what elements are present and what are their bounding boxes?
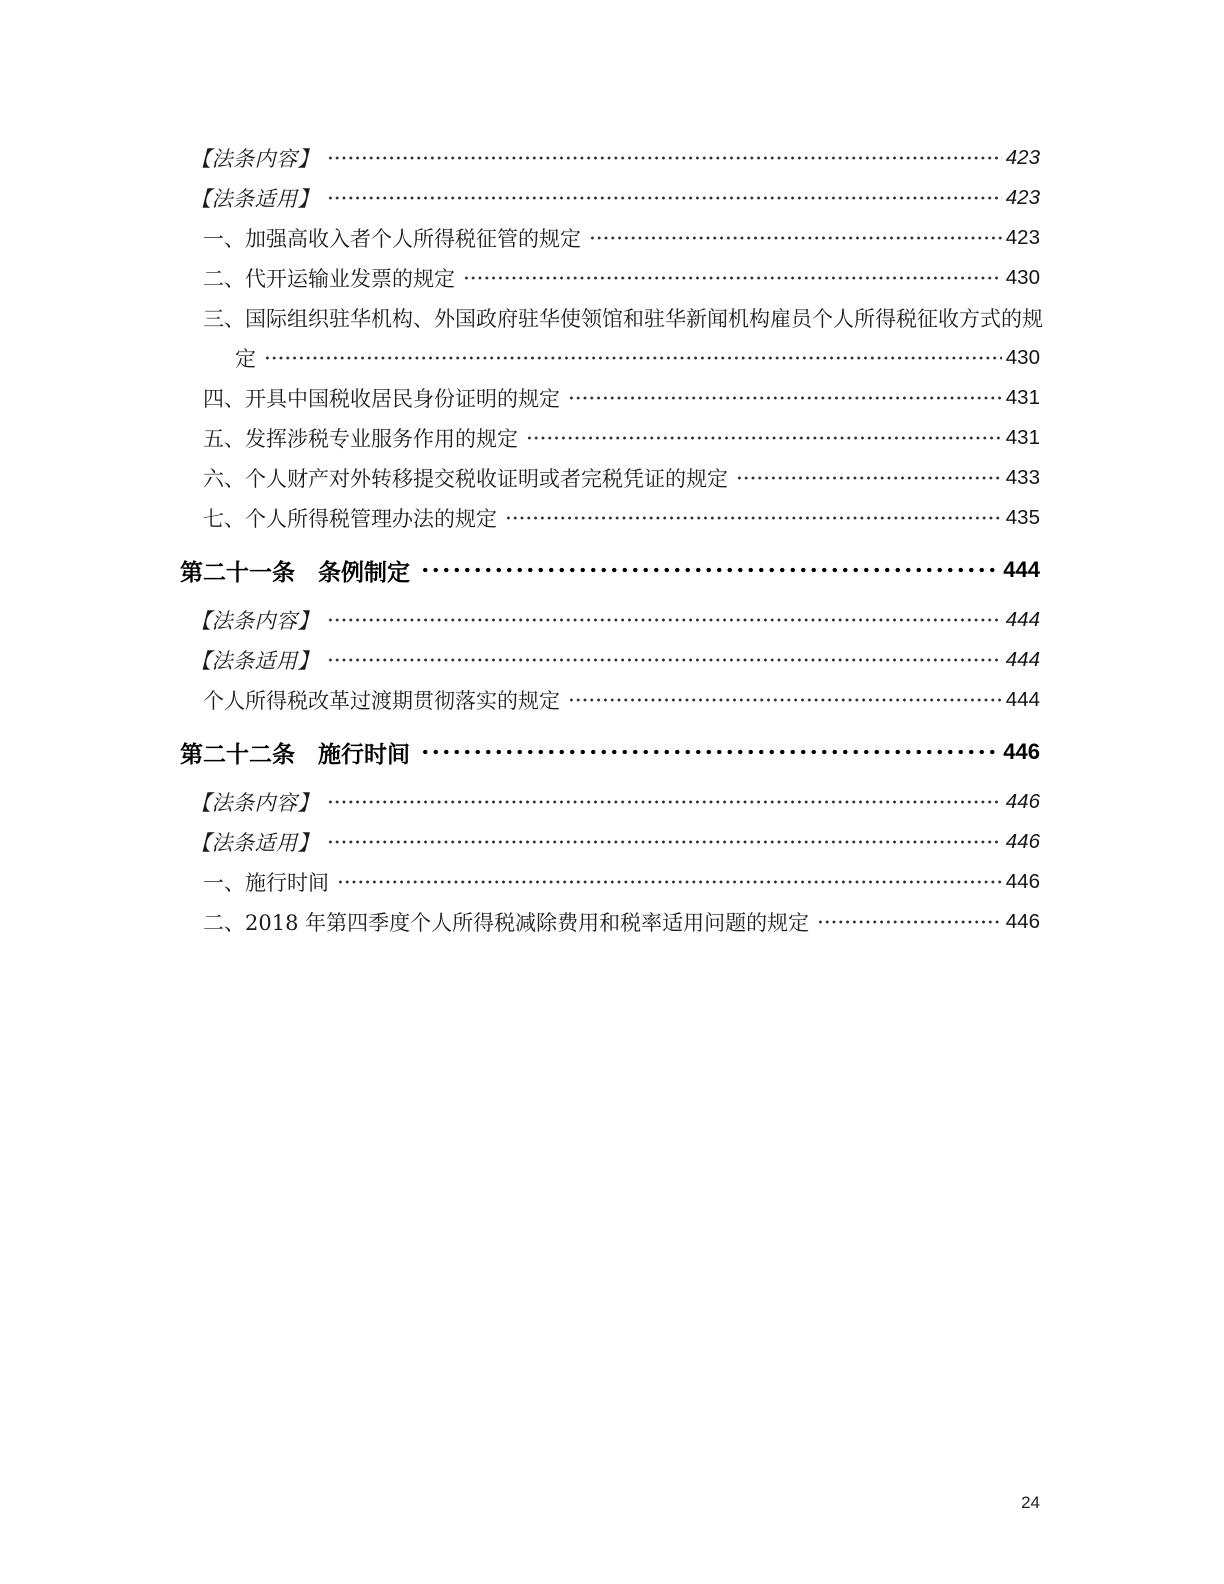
toc-entry[interactable] [180,862,1040,902]
toc-entry-label: 五、发挥涉税专业服务作用的规定 [203,427,518,451]
footer-page-number: 24 [1021,1493,1040,1512]
toc-chapter-heading[interactable] [180,550,1040,590]
toc-entry-label: 【法条内容】 [190,791,319,815]
dot-leader [327,138,1002,178]
toc-entry[interactable] [180,258,1040,298]
toc-entry-page: 446 [1005,910,1040,933]
toc-entry-label: 【法条内容】 [190,609,319,633]
toc-entry-page: 430 [1005,346,1040,369]
toc-entry[interactable] [180,600,1040,640]
toc-entry-page: 430 [1005,266,1040,289]
toc-entry-page: 431 [1005,386,1040,409]
toc-entry-label: 三、国际组织驻华机构、外国政府驻华使领馆和驻华新闻机构雇员个人所得税征收方式的规 [203,307,1043,331]
dot-leader [327,178,1002,218]
dot-leader [568,378,1002,418]
dot-leader [337,862,1002,902]
toc-entry-label: 四、开具中国税收居民身份证明的规定 [203,387,560,411]
toc-entry-label: 【法条适用】 [190,831,319,855]
dot-leader [817,902,1002,942]
dot-leader [327,822,1002,862]
dot-leader [420,550,995,590]
toc-entry-page: 446 [1005,870,1040,893]
dot-leader [568,680,1002,720]
toc-entry-page: 444 [1005,608,1040,631]
dot-leader [736,458,1002,498]
toc-entry[interactable] [180,498,1040,538]
toc-entry[interactable] [180,822,1040,862]
toc-entry-label: 六、个人财产对外转移提交税收证明或者完税凭证的规定 [203,467,728,491]
toc-entry-page: 431 [1005,426,1040,449]
toc-entry-label: 【法条适用】 [190,649,319,673]
toc-entry-label: 一、加强高收入者个人所得税征管的规定 [203,227,581,251]
toc-entry-page: 446 [1005,830,1040,853]
dot-leader [463,258,1002,298]
dot-leader [589,218,1002,258]
toc-entry-page: 446 [1003,739,1040,764]
toc-entry[interactable] [180,138,1040,178]
toc-entry-label: 二、代开运输业发票的规定 [203,267,455,291]
toc-entry[interactable] [180,378,1040,418]
toc-entry-label: 七、个人所得税管理办法的规定 [203,507,497,531]
toc-entry[interactable] [180,902,1040,942]
dot-leader [327,600,1002,640]
toc-entry-page: 444 [1005,688,1040,711]
toc-entry-label: 第二十二条 施行时间 [180,740,410,767]
dot-leader [505,498,1002,538]
dot-leader [327,640,1002,680]
toc-entry-page: 433 [1005,466,1040,489]
toc-entry-page: 444 [1005,648,1040,671]
toc-entry-label: 二、2018 年第四季度个人所得税减除费用和税率适用问题的规定 [203,911,810,935]
toc-entry[interactable] [180,418,1040,458]
table-of-contents [180,138,1043,942]
dot-leader [526,418,1002,458]
toc-entry-label: 【法条适用】 [190,187,319,211]
toc-entry-label: 一、施行时间 [203,871,329,895]
toc-entry-label: 个人所得税改革过渡期贯彻落实的规定 [203,689,560,713]
toc-entry[interactable] [180,218,1040,258]
toc-entry[interactable] [180,782,1040,822]
toc-entry-label-continuation: 定 [235,347,256,371]
toc-entry[interactable] [180,458,1040,498]
toc-entry-page: 446 [1005,790,1040,813]
toc-entry[interactable] [180,298,1043,378]
toc-entry-page: 444 [1003,557,1040,582]
toc-entry-label: 【法条内容】 [190,147,319,171]
toc-entry[interactable] [180,640,1040,680]
dot-leader [264,338,1002,378]
toc-entry[interactable] [180,178,1040,218]
dot-leader [327,782,1002,822]
toc-entry-page: 423 [1005,146,1040,169]
toc-entry-page: 423 [1005,226,1040,249]
toc-chapter-heading[interactable] [180,732,1040,772]
toc-entry[interactable] [180,680,1040,720]
toc-entry-page: 423 [1005,186,1040,209]
toc-entry-page: 435 [1005,506,1040,529]
toc-entry-label: 第二十一条 条例制定 [180,558,410,585]
dot-leader [420,732,995,772]
